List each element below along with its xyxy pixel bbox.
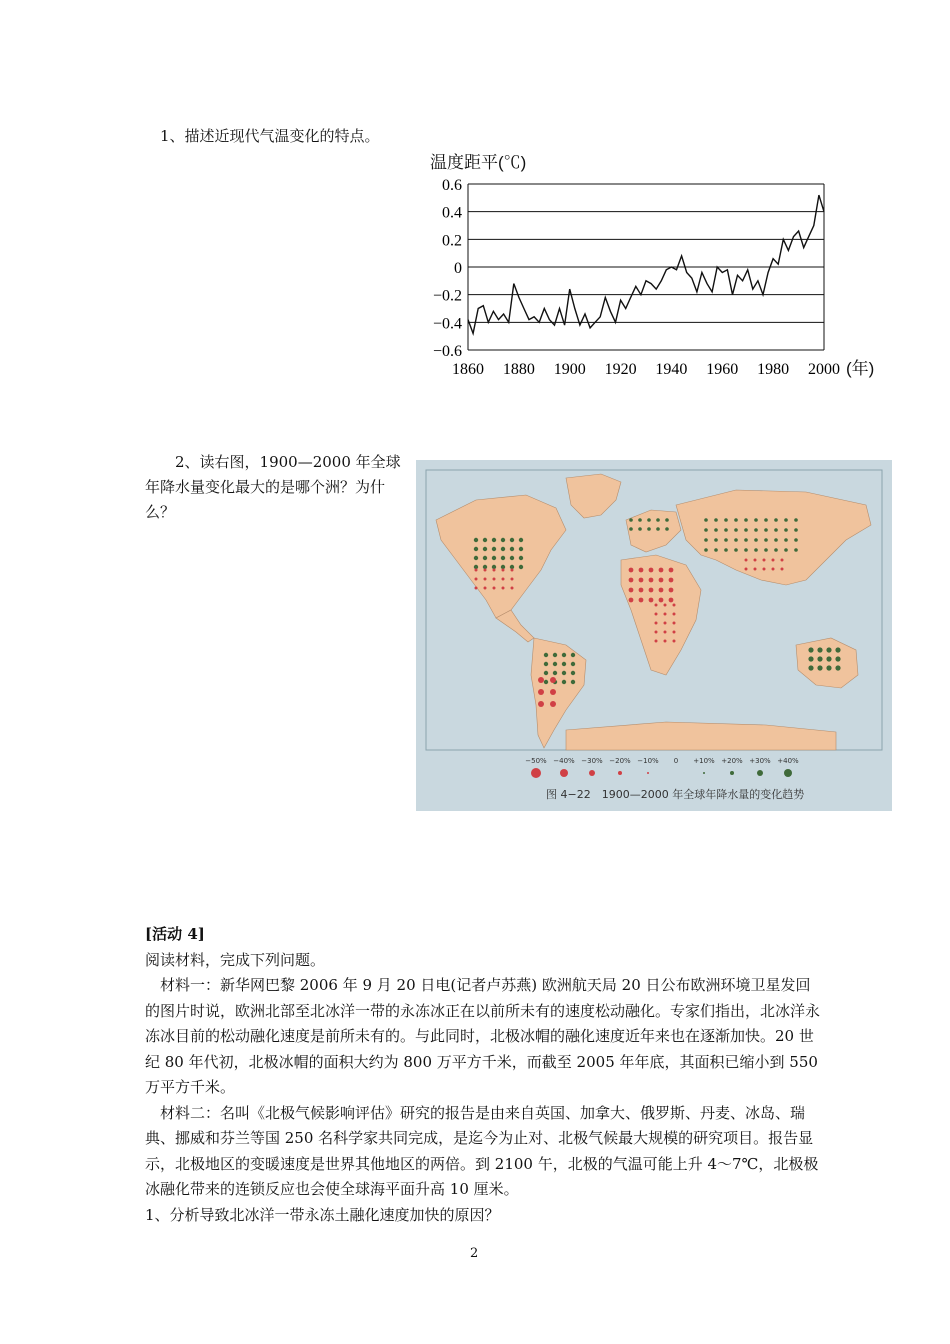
precip-dot [754,559,757,562]
precip-dot [734,528,738,532]
precip-dot [629,518,633,522]
precip-dot [502,569,505,572]
precip-dot [639,578,644,583]
legend-label: +10% [693,757,715,765]
legend-dot [703,772,705,774]
precip-dot [659,588,664,593]
precip-dot [772,559,775,562]
question-2: 2、读右图，1900—2000 年全球年降水量变化最大的是哪个洲？为什么？ [145,453,401,521]
precip-dot [794,538,798,542]
precip-dot [571,680,575,684]
legend-dot [784,769,792,777]
precip-dot [826,665,831,670]
precip-dot [808,665,813,670]
precip-dot [647,518,651,522]
precip-dot [714,518,718,522]
y-tick-label: −0.6 [432,343,462,360]
precip-dot [704,528,708,532]
precip-dot [511,569,514,572]
precip-dot [835,665,840,670]
precip-dot [519,556,523,560]
precip-dot [826,647,831,652]
precip-dot [639,568,644,573]
precip-dot [656,527,660,531]
precip-dot [784,538,788,542]
precip-dot [784,548,788,552]
precip-dot [835,656,840,661]
x-tick-label: 1980 [757,361,790,378]
precip-dot [492,556,496,560]
precip-dot [562,653,566,657]
precip-dot [784,528,788,532]
precip-dot [714,538,718,542]
precip-dot [665,518,669,522]
legend-label: −40% [553,757,575,765]
precip-dot [655,604,658,607]
precip-dot [629,598,634,603]
precip-dot [629,527,633,531]
precip-dot [669,568,674,573]
precip-dot [571,671,575,675]
precip-dot [774,518,778,522]
precip-dot [655,613,658,616]
precip-dot [669,578,674,583]
precip-dot [664,604,667,607]
chart-xlabel: (年) [846,359,875,378]
precip-dot [664,622,667,625]
precip-dot [649,568,654,573]
precip-dot [571,653,575,657]
precip-dot [772,568,775,571]
activity-heading: [活动 4] [145,925,205,943]
precip-dot [502,578,505,581]
precip-dot [781,559,784,562]
legend-dot [618,771,622,775]
legend-label: −20% [609,757,631,765]
y-tick-label: 0.4 [442,204,462,222]
precip-dot [763,568,766,571]
legend-label: +40% [777,757,799,765]
precip-dot [704,548,708,552]
precip-dot [544,662,548,666]
x-tick-label: 1960 [706,361,739,378]
precip-dot [639,588,644,593]
precip-dot [510,556,514,560]
map-caption: 图 4−22 1900—2000 年全球年降水量的变化趋势 [546,788,805,801]
precip-dot [714,528,718,532]
precip-dot [553,653,557,657]
x-tick-label: 1920 [604,361,637,378]
precip-dot [673,613,676,616]
y-tick-label: −0.2 [432,287,462,305]
precip-dot [484,587,487,590]
precip-dot [754,538,758,542]
legend-label: +30% [749,757,771,765]
legend-label: −50% [525,757,547,765]
precip-dot [764,518,768,522]
precip-dot [544,671,548,675]
x-tick-label: 1880 [502,361,535,378]
precip-dot [483,556,487,560]
precip-dot [744,528,748,532]
y-tick-label: −0.4 [432,315,462,333]
precip-dot [492,547,496,551]
x-tick-label: 1860 [452,361,484,378]
material-1: 材料一：新华网巴黎 2006 年 9 月 20 日电(记者卢苏燕) 欧洲航天局 20 日公布欧洲环境卫星发回的图片时说，欧洲北部至北冰洋一带的永冻冰正在以前所未有的速度松动融化。专家们指出，北冰洋永冻冰目前的松动融化速度是前所未有的。与此同时，北极冰帽的融化速度近年来也在逐渐加快。20 世纪 80 年代初，北极冰帽的面积大约为 800 万平方千米，而截至 2005 年年底，其面积已缩小到 550 万平方千米。 [145,976,821,1096]
precip-dot [704,518,708,522]
precip-dot [562,680,566,684]
activity-intro: 阅读材料，完成下列问题。 [145,950,326,969]
precip-dot [745,568,748,571]
precip-dot [659,578,664,583]
legend-dot [531,768,541,778]
material-2: 材料二：名叫《北极气候影响评估》研究的报告是由来自英国、加拿大、俄罗斯、丹麦、冰岛、瑞典、挪威和芬兰等国 250 名科学家共同完成，是迄今为止对、北极气候最大规模的研究项目。报告显示，北极地区的变暖速度是世界其他地区的两倍。到 2100 午，北极的气温可能上升 4～7℃，北极极冰融化带来的连锁反应也会使全球海平面升高 10 厘米。 [145,1103,819,1198]
activity-4-section [145,922,825,1228]
precip-dot [484,569,487,572]
question-1: 1、描述近现代气温变化的特点。 [160,127,380,145]
precip-dot [781,568,784,571]
precip-dot [673,631,676,634]
precip-dot [826,656,831,661]
precip-dot [649,588,654,593]
precip-dot [501,556,505,560]
precipitation-change-map [416,460,892,811]
precip-dot [483,547,487,551]
precip-dot [629,568,634,573]
precip-dot [571,662,575,666]
precip-dot [655,640,658,643]
precip-dot [647,527,651,531]
precip-dot [724,538,728,542]
precip-dot [538,677,544,683]
precip-dot [774,538,778,542]
precip-dot [655,631,658,634]
precip-dot [673,622,676,625]
precip-dot [474,538,478,542]
precip-dot [475,587,478,590]
temperature-anomaly-chart [422,146,882,386]
precip-dot [784,518,788,522]
precip-dot [474,547,478,551]
precip-dot [673,640,676,643]
precip-dot [745,559,748,562]
precip-dot [794,528,798,532]
y-tick-label: 0.6 [442,177,462,194]
precip-dot [734,538,738,542]
precip-dot [664,640,667,643]
precip-dot [664,631,667,634]
precip-dot [562,671,566,675]
precip-dot [538,689,544,695]
precip-dot [638,518,642,522]
precip-dot [734,518,738,522]
precip-dot [649,598,654,603]
precip-dot [764,538,768,542]
precip-dot [669,598,674,603]
precip-dot [656,518,660,522]
precip-dot [704,538,708,542]
legend-dot [589,770,595,776]
chart-x-ticks [452,361,840,378]
x-tick-label: 1900 [553,361,586,378]
precip-dot [754,528,758,532]
precip-dot [510,547,514,551]
precip-dot [493,587,496,590]
x-tick-label: 2000 [808,361,840,378]
temperature-series-line [468,195,824,333]
precip-dot [519,547,523,551]
chart-ylabel: 温度距平(℃) [430,153,527,172]
precip-dot [553,662,557,666]
precip-dot [483,538,487,542]
precip-dot [502,587,505,590]
precip-dot [475,569,478,572]
precip-dot [817,665,822,670]
precip-dot [511,587,514,590]
precip-dot [659,598,664,603]
precip-dot [629,578,634,583]
precip-dot [794,518,798,522]
precip-dot [544,653,548,657]
precip-dot [714,548,718,552]
precip-dot [474,556,478,560]
activity-question-1: 1、分析导致北冰洋一带永冻土融化速度加快的原因？ [145,1205,500,1224]
precip-dot [764,528,768,532]
precip-dot [519,565,523,569]
precip-dot [817,647,822,652]
precip-dot [669,588,674,593]
legend-dot [757,770,763,776]
legend-dot [560,769,568,777]
precip-dot [673,604,676,607]
precip-dot [501,538,505,542]
precip-dot [774,528,778,532]
precip-dot [763,559,766,562]
precip-dot [639,598,644,603]
precip-dot [754,518,758,522]
y-tick-label: 0 [454,260,462,277]
precip-dot [550,701,556,707]
precip-dot [808,656,813,661]
precip-dot [510,538,514,542]
precip-dot [659,568,664,573]
precip-dot [754,548,758,552]
legend-label: +20% [721,757,743,765]
y-tick-label: 0.2 [442,232,462,250]
precip-dot [493,578,496,581]
legend-label: −10% [637,757,659,765]
chart-y-ticks [433,177,462,360]
precip-dot [665,527,669,531]
precip-dot [511,578,514,581]
precip-dot [484,578,487,581]
precip-dot [493,569,496,572]
precip-dot [764,548,768,552]
precip-dot [544,680,548,684]
precip-dot [835,647,840,652]
precip-dot [519,538,523,542]
world-map-graphic [416,460,892,811]
legend-dot [647,772,649,774]
precip-dot [664,613,667,616]
precip-dot [649,578,654,583]
precip-dot [501,547,505,551]
precip-dot [724,528,728,532]
precip-dot [492,538,496,542]
precip-dot [734,548,738,552]
precip-dot [655,622,658,625]
legend-dot [730,771,734,775]
precip-dot [744,548,748,552]
precip-dot [744,538,748,542]
precip-dot [808,647,813,652]
x-tick-label: 1940 [655,361,688,378]
precip-dot [754,568,757,571]
precip-dot [538,701,544,707]
page-number: 2 [470,1246,479,1261]
precip-dot [794,548,798,552]
precip-dot [475,578,478,581]
precip-dot [562,662,566,666]
legend-label: −30% [581,757,603,765]
precip-dot [817,656,822,661]
precip-dot [724,518,728,522]
precip-dot [550,689,556,695]
precip-dot [744,518,748,522]
precip-dot [550,677,556,683]
precip-dot [553,671,557,675]
precip-dot [629,588,634,593]
precip-dot [774,548,778,552]
precip-dot [724,548,728,552]
precip-dot [638,527,642,531]
legend-label: 0 [673,757,679,765]
